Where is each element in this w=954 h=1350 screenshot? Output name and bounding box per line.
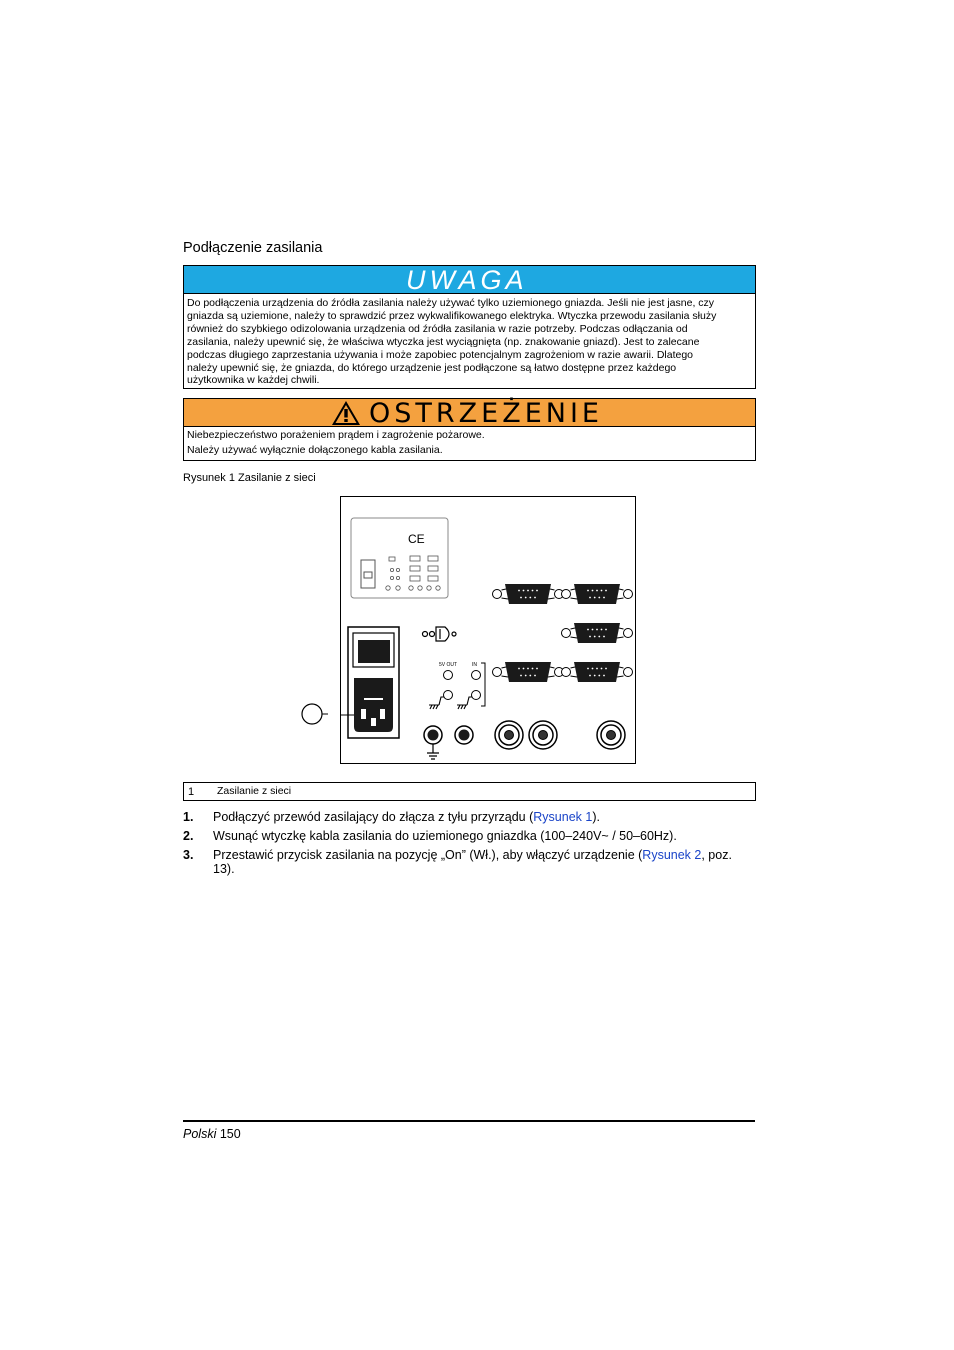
power-switch	[358, 640, 390, 663]
page-number: 150	[219, 1127, 241, 1141]
step-text: ).	[592, 810, 600, 824]
footer-rule	[183, 1120, 755, 1122]
step-text: Wsunąć wtyczkę kabla zasilania do uziemionego gniazdka (100–240V~ / 50–60Hz).	[213, 829, 677, 843]
notice-ostrzezenie-header	[184, 399, 755, 427]
figure-link[interactable]: Rysunek 2	[642, 848, 702, 862]
serial-port	[562, 662, 633, 682]
label-5v-out: 5V OUT	[439, 662, 458, 668]
label-in: IN	[472, 662, 477, 668]
label-plate	[351, 518, 448, 598]
notice-line: Niebezpieczeństwo porażeniem prądem i zagrożenie pożarowe.	[187, 429, 485, 441]
notice-line: należy upewnić się, że gniazda, do którego urządzenie jest podłączone są łatwo dostępne przez każdego	[187, 361, 677, 374]
notice-line: również do szybkiego odizolowania urządzenia od źródła zasilania w razie potrzeby. Podczas odłączania od	[187, 322, 688, 335]
callout-1	[298, 702, 328, 728]
figure-caption: Rysunek 1 Zasilanie z sieci	[183, 472, 316, 484]
ground-terminal	[424, 726, 442, 759]
bnc-connectors	[495, 721, 625, 749]
ce-mark: CE	[408, 532, 425, 546]
notice-line: użytkownika w każdej chwili.	[187, 374, 320, 387]
rear-panel-illustration	[341, 497, 635, 763]
legend-number: 1	[188, 786, 195, 798]
step-text: 13).	[213, 862, 235, 876]
notice-line: podczas długiego zaprzestania używania i może zapobiec potencjalnym zagrożeniom w razie awarii. Dlatego	[187, 348, 694, 361]
step-text: Przestawić przycisk zasilania na pozycję „On” (Wł.), aby włączyć urządzenie (	[213, 848, 643, 862]
footer-language: Polski	[183, 1127, 217, 1141]
notice-line: Należy używać wyłącznie dołączonego kabla zasilania.	[187, 444, 443, 456]
serial-port	[493, 662, 564, 682]
notice-line: zasilania, należy upewnić się, że właściwa wtyczka jest wyciągnięta (np. znakowanie gniazd). Jest to zalecane	[187, 335, 700, 348]
notice-uwaga-title: UWAGA	[406, 265, 528, 295]
notice-uwaga-text	[187, 297, 752, 387]
step-number: 2.	[183, 829, 194, 843]
notice-uwaga	[183, 265, 756, 389]
footer	[183, 1127, 241, 1141]
step-number: 3.	[183, 848, 194, 862]
step-number: 1.	[183, 810, 194, 824]
connector-symbol-icon	[423, 627, 457, 641]
fuse-holder	[354, 678, 393, 698]
step-text: , poz.	[701, 848, 732, 862]
serial-port	[562, 623, 633, 643]
serial-port	[562, 584, 633, 604]
section-title: Podłączenie zasilania	[183, 240, 323, 256]
serial-port	[493, 584, 564, 604]
figure-link[interactable]: Rysunek 1	[533, 810, 593, 824]
iec-inlet	[354, 697, 393, 732]
step-text: Podłączyć przewód zasilający do złącza z tyłu przyrządu (	[213, 810, 534, 824]
notice-ostrzezenie	[183, 398, 756, 461]
notice-uwaga-header	[184, 266, 755, 294]
notice-line: gniazda są uziemione, należy to sprawdzić przez wykwalifikowanego elektryka. Wtyczka przewodu zasilania służy	[187, 309, 717, 322]
figure-legend	[183, 782, 756, 801]
figure-rear-panel	[340, 496, 636, 764]
warning-triangle-icon	[331, 399, 361, 426]
power-module	[341, 627, 399, 738]
notice-ostrzezenie-title: OSTRZEŻENIE	[369, 398, 603, 429]
notice-line: Do podłączenia urządzenia do źródła zasilania należy używać tylko uziemionego gniazda. Jeśli nie jest jasne, czy	[187, 297, 715, 309]
legend-text: Zasilanie z sieci	[217, 785, 292, 797]
